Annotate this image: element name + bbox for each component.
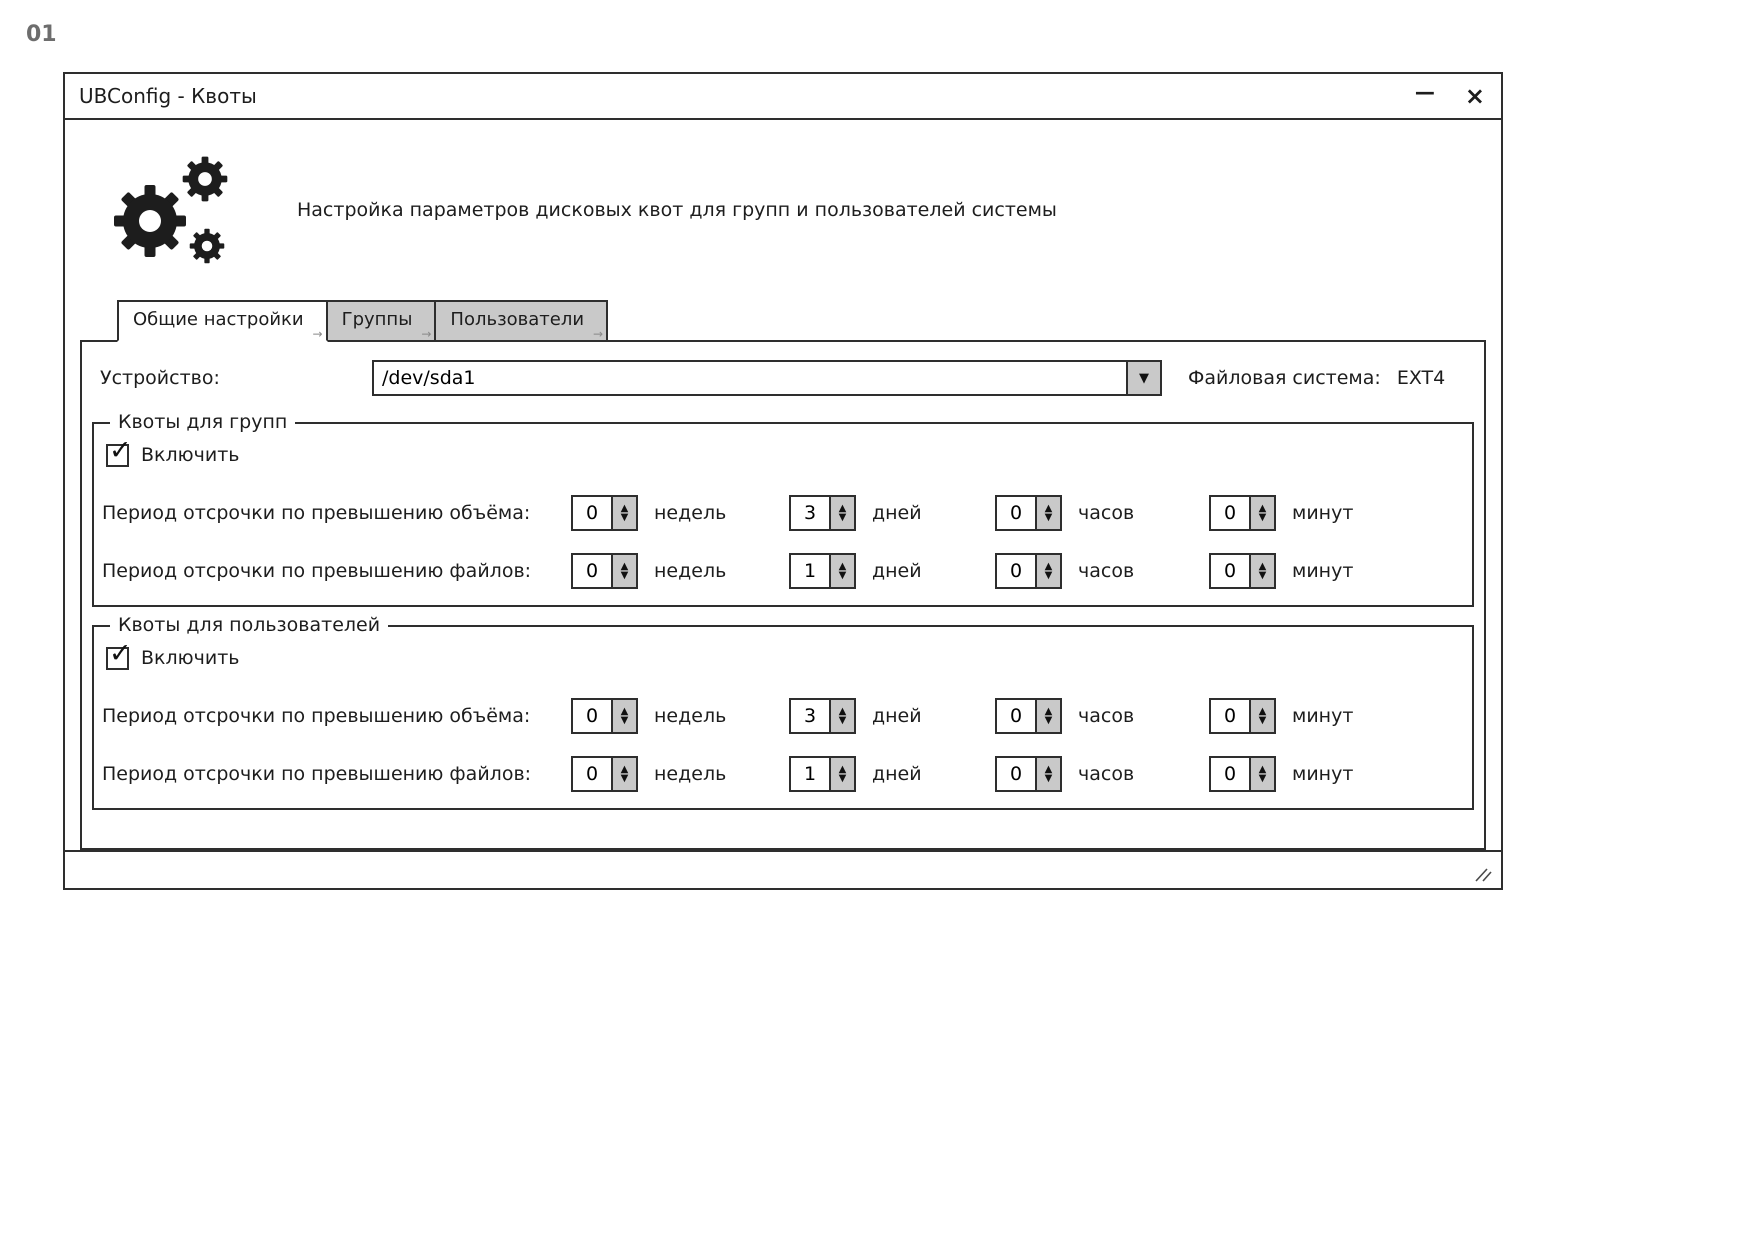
- volume-delay-row: [94, 697, 1472, 735]
- app-window: [63, 72, 1503, 890]
- spin-up-icon[interactable]: ▲: [1258, 764, 1267, 775]
- spin-down-icon[interactable]: ▼: [1044, 715, 1053, 726]
- spin-up-icon[interactable]: ▲: [620, 706, 629, 717]
- weeks-group: [571, 495, 789, 531]
- weeks-unit-label: недель: [654, 560, 727, 582]
- resize-grip-icon[interactable]: [1473, 867, 1493, 883]
- weeks-input[interactable]: [571, 698, 613, 734]
- gears-icon: [109, 151, 241, 269]
- device-input[interactable]: [374, 362, 1126, 394]
- days-spinner: [789, 495, 856, 531]
- spinner-buttons[interactable]: [611, 698, 638, 734]
- enable-checkbox[interactable]: [106, 434, 132, 467]
- status-bar: [65, 850, 1501, 888]
- spinner-buttons[interactable]: [611, 756, 638, 792]
- hours-unit-label: часов: [1078, 763, 1135, 785]
- hours-input[interactable]: [995, 756, 1037, 792]
- spin-up-icon[interactable]: ▲: [1044, 706, 1053, 717]
- spinner-buttons[interactable]: [829, 553, 856, 589]
- spinner-buttons[interactable]: [1249, 553, 1276, 589]
- window-description: Настройка параметров дисковых квот для групп и пользователей системы: [297, 199, 1057, 221]
- spin-up-icon[interactable]: ▲: [838, 706, 847, 717]
- group-quotas-fieldset: [92, 411, 1474, 607]
- days-unit-label: дней: [872, 502, 922, 524]
- spin-down-icon[interactable]: ▼: [838, 715, 847, 726]
- tab-link-arrow-icon: →: [312, 327, 323, 341]
- app-header: [65, 120, 1501, 278]
- minutes-spinner: [1209, 495, 1276, 531]
- minutes-unit-label: минут: [1292, 502, 1354, 524]
- delay-row-label: Период отсрочки по превышению файлов:: [102, 560, 532, 582]
- hours-group: [995, 698, 1209, 734]
- enable-row: [94, 637, 1472, 671]
- spinner-buttons[interactable]: [829, 495, 856, 531]
- weeks-unit-label: недель: [654, 705, 727, 727]
- spin-down-icon[interactable]: ▼: [1044, 570, 1053, 581]
- hours-input[interactable]: [995, 495, 1037, 531]
- tab-link-arrow-icon: →: [593, 327, 604, 341]
- weeks-spinner: [571, 698, 638, 734]
- files-delay-row: [94, 552, 1472, 590]
- weeks-spinner: [571, 495, 638, 531]
- spinner-buttons[interactable]: [1035, 495, 1062, 531]
- days-spinner: [789, 698, 856, 734]
- days-spinner: [789, 756, 856, 792]
- user-quotas-fieldset: [92, 614, 1474, 810]
- hours-spinner: [995, 553, 1062, 589]
- spinner-buttons[interactable]: [611, 495, 638, 531]
- weeks-spinner: [571, 553, 638, 589]
- minutes-input[interactable]: [1209, 495, 1251, 531]
- minutes-group: [1209, 553, 1472, 589]
- spin-down-icon[interactable]: ▼: [620, 715, 629, 726]
- spin-down-icon[interactable]: ▼: [838, 570, 847, 581]
- window-controls: [1414, 80, 1485, 110]
- delay-row-label: Период отсрочки по превышению объёма:: [102, 705, 531, 727]
- days-unit-label: дней: [872, 705, 922, 727]
- spin-down-icon[interactable]: ▼: [1258, 715, 1267, 726]
- days-input[interactable]: [789, 756, 831, 792]
- spin-up-icon[interactable]: ▲: [1258, 561, 1267, 572]
- check-icon: ✓: [109, 637, 132, 669]
- spinner-buttons[interactable]: [829, 698, 856, 734]
- spinner-buttons[interactable]: [1035, 698, 1062, 734]
- spin-down-icon[interactable]: ▼: [1258, 570, 1267, 581]
- spinner-buttons[interactable]: [1249, 698, 1276, 734]
- spin-down-icon[interactable]: ▼: [838, 773, 847, 784]
- spin-up-icon[interactable]: ▲: [1258, 503, 1267, 514]
- days-spinner: [789, 553, 856, 589]
- title-bar: [65, 74, 1501, 120]
- enable-label: Включить: [141, 647, 240, 669]
- tab-label: Общие настройки: [133, 309, 304, 330]
- days-unit-label: дней: [872, 763, 922, 785]
- minutes-input[interactable]: [1209, 553, 1251, 589]
- user-quotas-legend: Квоты для пользователей: [110, 614, 388, 636]
- delay-row-label: Период отсрочки по превышению файлов:: [102, 763, 532, 785]
- spin-up-icon[interactable]: ▲: [1258, 706, 1267, 717]
- weeks-group: [571, 756, 789, 792]
- weeks-group: [571, 553, 789, 589]
- window-body: [65, 120, 1501, 850]
- minutes-unit-label: минут: [1292, 705, 1354, 727]
- tab-users[interactable]: [434, 300, 608, 342]
- hours-group: [995, 756, 1209, 792]
- weeks-unit-label: недель: [654, 502, 727, 524]
- days-group: [789, 756, 995, 792]
- hours-unit-label: часов: [1078, 705, 1135, 727]
- hours-spinner: [995, 495, 1062, 531]
- hours-spinner: [995, 756, 1062, 792]
- minutes-group: [1209, 698, 1472, 734]
- minutes-spinner: [1209, 698, 1276, 734]
- hours-input[interactable]: [995, 698, 1037, 734]
- minutes-group: [1209, 756, 1472, 792]
- spin-up-icon[interactable]: ▲: [838, 503, 847, 514]
- tab-bar: [65, 300, 1501, 342]
- tab-link-arrow-icon: →: [421, 327, 432, 341]
- page-number-label: 01: [26, 22, 57, 47]
- enable-label: Включить: [141, 444, 240, 466]
- spin-down-icon[interactable]: ▼: [620, 512, 629, 523]
- hours-group: [995, 495, 1209, 531]
- hours-unit-label: часов: [1078, 560, 1135, 582]
- minimize-button[interactable]: —: [1414, 80, 1435, 104]
- spinner-buttons[interactable]: [1249, 495, 1276, 531]
- delay-row-label: Период отсрочки по превышению объёма:: [102, 502, 531, 524]
- minutes-input[interactable]: [1209, 756, 1251, 792]
- days-input[interactable]: [789, 698, 831, 734]
- days-group: [789, 698, 995, 734]
- minutes-input[interactable]: [1209, 698, 1251, 734]
- spin-up-icon[interactable]: ▲: [620, 503, 629, 514]
- spin-up-icon[interactable]: ▲: [838, 561, 847, 572]
- device-row: [82, 342, 1484, 398]
- check-icon: ✓: [109, 434, 132, 466]
- spin-down-icon[interactable]: ▼: [620, 570, 629, 581]
- minutes-unit-label: минут: [1292, 560, 1354, 582]
- tab-groups[interactable]: [326, 300, 437, 342]
- spin-up-icon[interactable]: ▲: [1044, 561, 1053, 572]
- device-combobox[interactable]: [372, 360, 1162, 396]
- tab-label: Пользователи: [450, 309, 585, 330]
- files-delay-row: [94, 755, 1472, 793]
- tab-general-settings[interactable]: [117, 300, 328, 342]
- minutes-spinner: [1209, 553, 1276, 589]
- spin-down-icon[interactable]: ▼: [1258, 773, 1267, 784]
- volume-delay-row: [94, 494, 1472, 532]
- hours-spinner: [995, 698, 1062, 734]
- enable-row: [94, 434, 1472, 468]
- weeks-input[interactable]: [571, 756, 613, 792]
- group-quotas-legend: Квоты для групп: [110, 411, 295, 433]
- spin-up-icon[interactable]: ▲: [1044, 503, 1053, 514]
- tab-label: Группы: [341, 309, 413, 330]
- days-input[interactable]: [789, 553, 831, 589]
- days-unit-label: дней: [872, 560, 922, 582]
- minutes-group: [1209, 495, 1472, 531]
- spin-up-icon[interactable]: ▲: [838, 764, 847, 775]
- weeks-unit-label: недель: [654, 763, 727, 785]
- filesystem-value: EXT4: [1396, 367, 1446, 389]
- spin-down-icon[interactable]: ▼: [1258, 512, 1267, 523]
- days-group: [789, 553, 995, 589]
- spinner-buttons[interactable]: [829, 756, 856, 792]
- spinner-buttons[interactable]: [611, 553, 638, 589]
- weeks-spinner: [571, 756, 638, 792]
- hours-unit-label: часов: [1078, 502, 1135, 524]
- weeks-group: [571, 698, 789, 734]
- close-button[interactable]: ×: [1464, 82, 1485, 110]
- spin-up-icon[interactable]: ▲: [620, 764, 629, 775]
- spin-up-icon[interactable]: ▲: [1044, 764, 1053, 775]
- window-title: UBConfig - Квоты: [79, 84, 257, 108]
- days-input[interactable]: [789, 495, 831, 531]
- days-group: [789, 495, 995, 531]
- spinner-buttons[interactable]: [1249, 756, 1276, 792]
- spin-down-icon[interactable]: ▼: [620, 773, 629, 784]
- hours-input[interactable]: [995, 553, 1037, 589]
- weeks-input[interactable]: [571, 553, 613, 589]
- hours-group: [995, 553, 1209, 589]
- spinner-buttons[interactable]: [1035, 553, 1062, 589]
- filesystem-label: Файловая система:: [1188, 367, 1381, 389]
- spin-up-icon[interactable]: ▲: [620, 561, 629, 572]
- spin-down-icon[interactable]: ▼: [1044, 773, 1053, 784]
- dropdown-arrow-icon[interactable]: ▼: [1126, 362, 1160, 394]
- spinner-buttons[interactable]: [1035, 756, 1062, 792]
- general-settings-panel: [80, 340, 1486, 850]
- minutes-spinner: [1209, 756, 1276, 792]
- device-label: Устройство:: [100, 367, 220, 389]
- spin-down-icon[interactable]: ▼: [1044, 512, 1053, 523]
- minutes-unit-label: минут: [1292, 763, 1354, 785]
- enable-checkbox[interactable]: [106, 637, 132, 670]
- spin-down-icon[interactable]: ▼: [838, 512, 847, 523]
- weeks-input[interactable]: [571, 495, 613, 531]
